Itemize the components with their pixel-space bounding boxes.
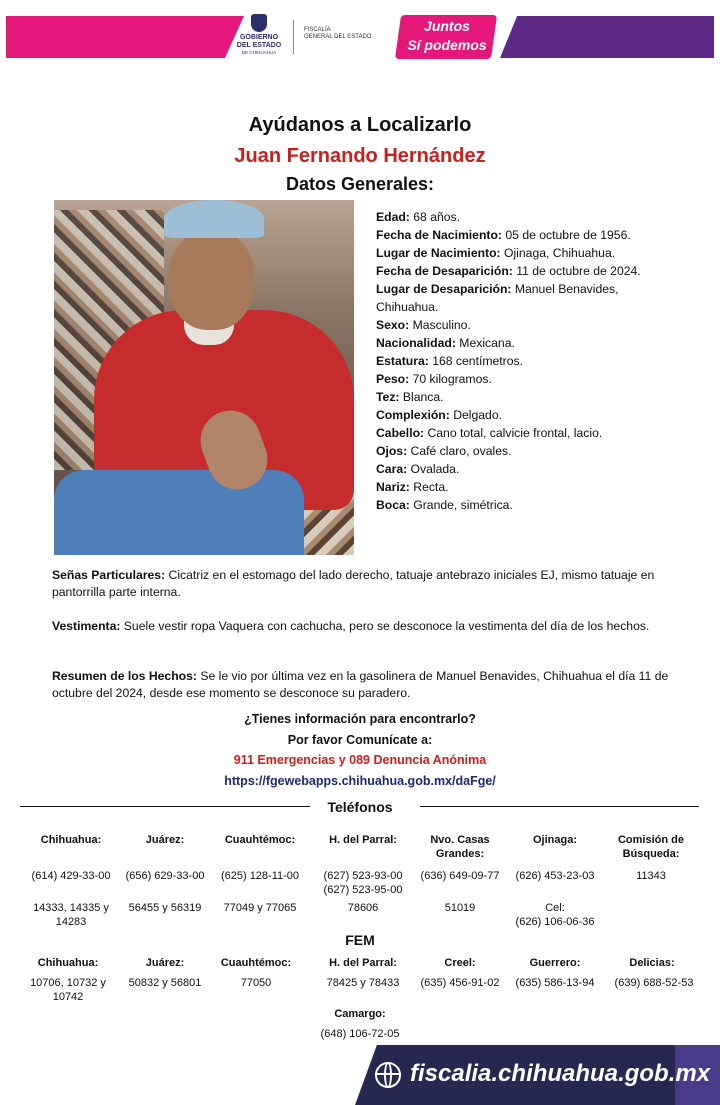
tel-comision-1: 11343 — [636, 870, 666, 882]
tel-header-comision: Comisión de Búsqueda: — [617, 834, 684, 860]
senas-value: Cicatriz en el estomago del lado derecho, tatuaje antebrazo iniciales EJ, mismo tatuaje en pantorrilla parte interna. — [52, 568, 655, 599]
detail-cara — [376, 460, 676, 478]
detail-value: Delgado. — [449, 408, 502, 422]
fem-delicias: (639) 688-52-53 — [614, 977, 694, 989]
detail-value: Ovalada. — [407, 462, 460, 476]
detail-lugar-nacimiento — [376, 244, 676, 262]
detail-label: Fecha de Desaparición: — [376, 264, 513, 278]
detail-label: Estatura: — [376, 354, 429, 368]
tel-parral-1: (627) 523-93-00 (627) 523-95-00 — [323, 870, 403, 896]
tel-header-ojinaga: Ojinaga: — [532, 834, 577, 846]
fem-guerrero: (635) 586-13-94 — [515, 977, 595, 989]
cta-link[interactable]: https://fgewebapps.chihuahua.gob.mx/daFge/ — [224, 774, 496, 788]
fem-camargo: (648) 106-72-05 — [320, 1028, 400, 1040]
detail-nariz — [376, 478, 676, 496]
tel-chihuahua-1: (614) 429-33-00 — [31, 870, 111, 882]
gov-line3: DE CHIHUAHUA — [241, 50, 277, 55]
fiscalia-line1: FISCALÍA — [304, 27, 331, 33]
tel-cuauhtemoc-2: 77049 y 77065 — [223, 902, 297, 914]
tel-juarez-2: 56455 y 56319 — [128, 902, 202, 914]
missing-person-photo — [54, 200, 354, 555]
detail-label: Ojos: — [376, 444, 408, 458]
tel-header-cuauhtemoc: Cuauhtémoc: — [224, 834, 296, 846]
tel-cuauhtemoc-1: (625) 128-11-00 — [220, 870, 300, 882]
detail-value: 70 kilogramos. — [409, 372, 492, 386]
fem-creel: (635) 456-91-02 — [420, 977, 500, 989]
detail-label: Lugar de Desaparición: — [376, 282, 512, 296]
purple-stripe — [500, 16, 714, 58]
cta-contact: Por favor Comunícate a: — [287, 733, 433, 747]
detail-label: Peso: — [376, 372, 410, 386]
detail-label: Boca: — [376, 498, 410, 512]
gobierno-logo — [226, 14, 292, 64]
tel-chihuahua-2: 14333, 14335 y 14283 — [33, 902, 109, 928]
gov-line1: GOBIERNO — [239, 34, 279, 41]
detail-label: Nariz: — [376, 480, 410, 494]
detail-boca — [376, 496, 676, 514]
tel-nvo-casas-grandes-1: (636) 649-09-77 — [420, 870, 500, 882]
fem-header-camargo: Camargo: — [334, 1008, 386, 1020]
slogan-line1: Juntos — [424, 18, 470, 34]
tel-ojinaga-1: (626) 453-23-03 — [515, 870, 595, 882]
fem-header-juarez: Juárez: — [145, 957, 185, 969]
fem-cuauhtemoc: 77050 — [240, 977, 272, 989]
cta-emergency: 911 Emergencias y 089 Denuncia Anónima — [233, 753, 487, 767]
senas-label: Señas Particulares: — [52, 568, 166, 582]
fiscalia-label — [304, 27, 371, 41]
detail-value: Café claro, ovales. — [407, 444, 512, 458]
detail-label: Cara: — [376, 462, 408, 476]
fem-header-creel: Creel: — [444, 957, 476, 969]
detail-peso — [376, 370, 676, 388]
tel-header-chihuahua: Chihuahua: — [40, 834, 102, 846]
senas-particulares — [52, 567, 672, 601]
fem-juarez: 50832 y 56801 — [128, 977, 202, 989]
details-list — [376, 208, 676, 514]
detail-cabello — [376, 424, 676, 442]
resumen-label: Resumen de los Hechos: — [52, 669, 197, 683]
detail-lugar-desaparicion — [376, 280, 676, 316]
cta-question: ¿Tienes información para encontrarlo? — [244, 712, 476, 726]
photo-jeans — [54, 470, 304, 555]
resumen-value: Se le vio por última vez en la gasolinera de Manuel Benavides, Chihuahua el día 11 de octubre del 2024, desde ese momento se desconoce su paradero. — [52, 669, 669, 700]
tel-nvo-casas-grandes-2: 51019 — [444, 902, 476, 914]
slogan-line2: Sí podemos — [407, 37, 487, 53]
detail-value: Blanca. — [399, 390, 444, 404]
detail-value: Recta. — [409, 480, 449, 494]
detail-value: 05 de octubre de 1956. — [501, 228, 631, 242]
detail-label: Nacionalidad: — [376, 336, 456, 350]
detail-value: Masculino. — [409, 318, 471, 332]
header-divider — [293, 20, 294, 54]
detail-value: Grande, simétrica. — [409, 498, 513, 512]
fem-header-cuauhtemoc: Cuauhtémoc: — [220, 957, 292, 969]
fem-chihuahua: 10706, 10732 y 10742 — [30, 977, 106, 1003]
detail-value: 11 de octubre de 2024. — [512, 264, 641, 278]
footer-url[interactable]: fiscalia.chihuahua.gob.mx — [410, 1060, 711, 1087]
detail-label: Tez: — [376, 390, 400, 404]
detail-nacionalidad — [376, 334, 676, 352]
tel-header-juarez: Juárez: — [145, 834, 185, 846]
detail-value: Ojinaga, Chihuahua. — [500, 246, 616, 260]
detail-sexo — [376, 316, 676, 334]
globe-icon — [375, 1062, 401, 1088]
tel-header-nvo-casas-grandes: Nvo. Casas Grandes: — [430, 834, 490, 860]
header-banner — [0, 0, 720, 70]
slogan-text — [400, 17, 494, 55]
detail-estatura — [376, 352, 676, 370]
detail-fecha-nacimiento — [376, 226, 676, 244]
resumen-hechos — [52, 668, 672, 702]
vestimenta-value: Suele vestir ropa Vaquera con cachucha, pero se desconoce la vestimenta del día de los hechos. — [120, 619, 650, 633]
detail-value: 68 años. — [409, 210, 461, 224]
detail-value: 168 centímetros. — [428, 354, 523, 368]
photo-cap — [164, 200, 264, 238]
tel-header-parral: H. del Parral: — [329, 834, 397, 846]
detail-value: Manuel Benavides, Chihuahua. — [376, 282, 619, 314]
fiscalia-line2: GENERAL DEL ESTADO — [304, 34, 372, 40]
person-name: Juan Fernando Hernández — [234, 145, 486, 167]
telefonos-title: Teléfonos — [327, 799, 393, 815]
detail-label: Fecha de Nacimiento: — [376, 228, 502, 242]
detail-complexion — [376, 406, 676, 424]
fem-header-guerrero: Guerrero: — [529, 957, 581, 969]
fem-header-delicias: Delicias: — [629, 957, 675, 969]
detail-ojos — [376, 442, 676, 460]
fem-title: FEM — [345, 932, 375, 948]
detail-label: Sexo: — [376, 318, 410, 332]
detail-label: Complexión: — [376, 408, 450, 422]
detail-edad — [376, 208, 676, 226]
section-subtitle: Datos Generales: — [285, 174, 435, 194]
shield-icon — [251, 14, 267, 32]
detail-label: Edad: — [376, 210, 410, 224]
detail-label: Lugar de Nacimiento: — [376, 246, 501, 260]
vestimenta — [52, 618, 672, 635]
detail-fecha-desaparicion — [376, 262, 676, 280]
pink-stripe — [6, 16, 244, 58]
detail-tez — [376, 388, 676, 406]
tel-juarez-1: (656) 629-33-00 — [125, 870, 205, 882]
vestimenta-label: Vestimenta: — [52, 619, 121, 633]
detail-label: Cabello: — [376, 426, 425, 440]
poster-title: Ayúdanos a Localizarlo — [248, 114, 472, 136]
gov-line2: DEL ESTADO — [236, 42, 282, 49]
tel-ojinaga-2: Cel: (626) 106-06-36 — [515, 902, 595, 928]
fem-header-parral: H. del Parral: — [329, 957, 397, 969]
detail-value: Cano total, calvicie frontal, lacio. — [424, 426, 603, 440]
photo-face — [169, 230, 254, 330]
detail-value: Mexicana. — [455, 336, 515, 350]
tel-parral-2: 78606 — [347, 902, 379, 914]
fem-header-chihuahua: Chihuahua: — [37, 957, 99, 969]
fem-parral: 78425 y 78433 — [326, 977, 400, 989]
